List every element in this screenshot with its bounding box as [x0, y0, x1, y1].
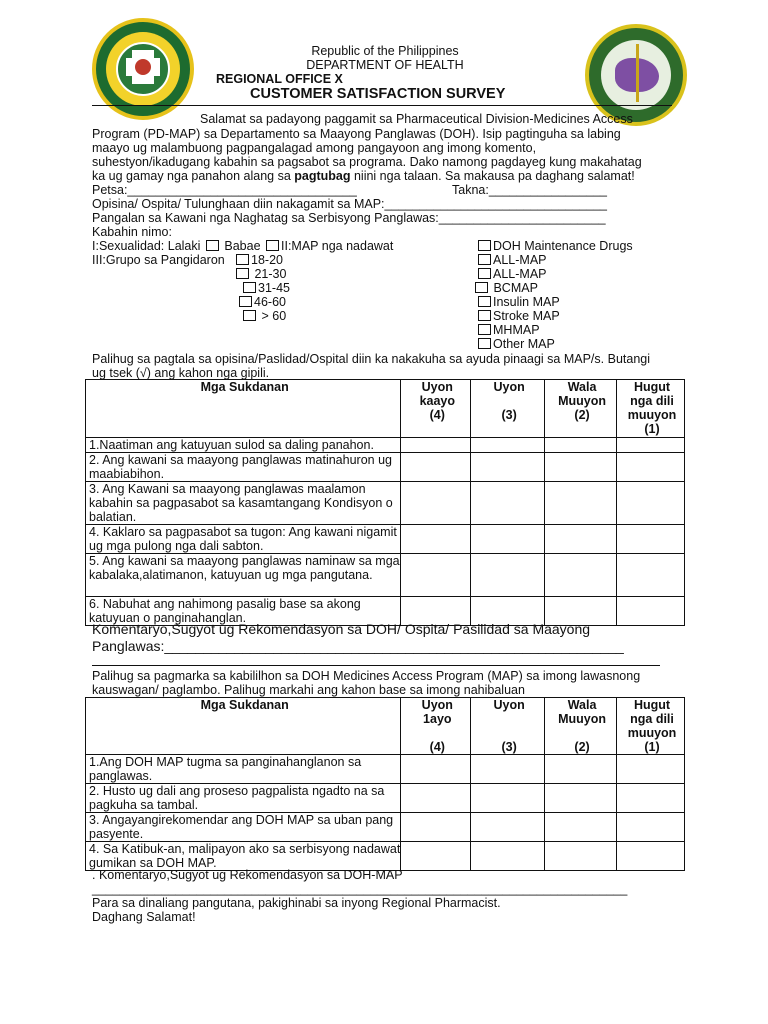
comment1-line1: Komentaryo,Sugyot ug Rekomendasyon sa DOH/ Ospita/ Pasilidad sa Maayong: [92, 621, 591, 637]
rating-cell[interactable]: [617, 453, 685, 482]
age-option[interactable]: 46-60: [237, 295, 286, 309]
instruction2-line1: Palihug sa pagmarka sa kabililhon sa DOH Medicines Access Program (MAP) sa imong lawasnong: [92, 669, 641, 683]
sex-label: I:Sexualidad: Lalaki: [92, 239, 201, 253]
intro-line2: Program (PD-MAP) sa Departamento sa Maayong Panglawas (DOH). Isip pagtinguha sa labing: [92, 127, 621, 141]
rating-cell[interactable]: [471, 525, 545, 554]
doh-region-x-seal-right: [585, 24, 687, 126]
rating-cell[interactable]: [471, 755, 545, 784]
table-row: [86, 813, 685, 842]
rating-cell[interactable]: [545, 813, 617, 842]
rating-cell[interactable]: [545, 453, 617, 482]
age-option[interactable]: 18-20: [234, 253, 283, 267]
rating-cell[interactable]: [545, 554, 617, 597]
contact-note: Para sa dinaliang pangutana, pakighinabi sa inyong Regional Pharmacist.: [92, 896, 501, 910]
age-checkbox[interactable]: [243, 310, 256, 321]
criterion-cell: 1.Naatiman ang katuyuan sulod sa daling panahon.: [86, 438, 401, 453]
pangalan-field[interactable]: Pangalan sa Kawani nga Naghatag sa Serbisyong Panglawas:________________________: [92, 211, 606, 225]
babae-label: Babae: [224, 239, 261, 253]
criterion-cell: 6. Nabuhat ang nahimong pasalig base sa akong katuyuan o panginahanglan.: [86, 597, 401, 626]
map-option[interactable]: MHMAP: [476, 323, 540, 337]
rating-cell[interactable]: [471, 482, 545, 525]
map-checkbox[interactable]: [478, 254, 491, 265]
rating-cell[interactable]: [545, 842, 617, 871]
rating-cell[interactable]: [401, 813, 471, 842]
header-region: REGIONAL OFFICE X: [216, 72, 343, 86]
col-header: Wala Muuyon (2): [545, 698, 617, 755]
rating-cell[interactable]: [471, 784, 545, 813]
comment2-field[interactable]: _____________________________________________________________________________: [92, 882, 628, 896]
grupo-label: III:Grupo sa Pangidaron: [92, 253, 225, 267]
age-checkbox[interactable]: [239, 296, 252, 307]
comment1-rule: [92, 665, 660, 666]
rating-cell[interactable]: [401, 842, 471, 871]
comment1-field[interactable]: Panglawas:___________________________________________________________: [92, 638, 624, 654]
rating-cell[interactable]: [401, 554, 471, 597]
table-row: [86, 438, 685, 453]
instruction1-line2: ug tsek (√) ang kahon nga gipili.: [92, 366, 270, 380]
map-option[interactable]: BCMAP: [473, 281, 538, 295]
intro-line1: Salamat sa padayong paggamit sa Pharmaceutical Division-Medicines Access: [200, 112, 633, 126]
opisina-field[interactable]: Opisina/ Ospita/ Tulunghaan diin nakagamit sa MAP:________________________________: [92, 197, 607, 211]
intro-line5: ka ug gamay nga panahon alang sa pagtubag niini nga talaan. Sa makausa pa daghang salamat!: [92, 169, 635, 183]
table-row: [86, 784, 685, 813]
map-checkbox[interactable]: [478, 268, 491, 279]
map-option[interactable]: DOH Maintenance Drugs: [476, 239, 633, 253]
table-row: [86, 482, 685, 525]
lalaki-checkbox[interactable]: [206, 240, 219, 251]
col-header: Uyon (3): [471, 698, 545, 755]
col-header: Hugut nga dili muuyon (1): [617, 380, 685, 438]
kabahin-label: Kabahin nimo:: [92, 225, 172, 239]
rating-cell[interactable]: [545, 525, 617, 554]
rating-cell[interactable]: [401, 482, 471, 525]
rating-cell[interactable]: [617, 438, 685, 453]
table-row: [86, 453, 685, 482]
col-header: Uyon kaayo (4): [401, 380, 471, 438]
rating-cell[interactable]: [471, 554, 545, 597]
age-checkbox[interactable]: [236, 268, 249, 279]
instruction1-line1: Palihug sa pagtala sa opisina/Paslidad/Ospital diin ka nakakuha sa ayuda pinaagi sa MAP/s. Butangi: [92, 352, 650, 366]
map-checkbox[interactable]: [478, 310, 491, 321]
age-option[interactable]: 31-45: [241, 281, 290, 295]
col-header: Mga Sukdanan: [86, 698, 401, 755]
closing-thanks: Daghang Salamat!: [92, 910, 196, 924]
intro-line4: suhestyon/ikadugang kabahin sa pagsabot sa programa. Dako namong pagdayeg kung makahatag: [92, 155, 642, 169]
criterion-cell: 5. Ang kawani sa maayong panglawas naminaw sa mga kabalaka,alatimanon, katuyuan ug mga pangutana.: [86, 554, 401, 597]
intro-line3: maayo ug malambuong pagpangalagad among pangayoon ang imong komento,: [92, 141, 537, 155]
petsa-field[interactable]: Petsa:_________________________________: [92, 183, 357, 197]
survey-title: CUSTOMER SATISFACTION SURVEY: [250, 86, 506, 102]
criterion-cell: 3. Ang Kawani sa maayong panglawas maalamon kabahin sa pagpasabot sa kasamtangang Kondisyon o balatian.: [86, 482, 401, 525]
age-option[interactable]: > 60: [241, 309, 286, 323]
survey-table-2: [85, 697, 685, 871]
map-checkbox[interactable]: [478, 338, 491, 349]
comment2-label: . Komentaryo,Sugyot ug Rekomendasyon sa DOH-MAP: [92, 868, 403, 882]
col-header: Uyon (3): [471, 380, 545, 438]
header-line2: DEPARTMENT OF HEALTH: [306, 58, 464, 72]
rating-cell[interactable]: [617, 842, 685, 871]
takna-field[interactable]: Takna:_________________: [452, 183, 608, 197]
table-row: [86, 755, 685, 784]
rating-cell[interactable]: [471, 438, 545, 453]
rating-cell[interactable]: [471, 813, 545, 842]
map-checkbox[interactable]: [475, 282, 488, 293]
table-row: [86, 842, 685, 871]
rating-cell[interactable]: [471, 842, 545, 871]
table-header-row: [86, 380, 685, 438]
col-header: Hugut nga dili muuyon (1): [617, 698, 685, 755]
map-option[interactable]: Insulin MAP: [476, 295, 560, 309]
age-checkbox[interactable]: [243, 282, 256, 293]
rating-cell[interactable]: [617, 482, 685, 525]
map-option[interactable]: ALL-MAP: [476, 267, 547, 281]
col-header: Uyon 1ayo (4): [401, 698, 471, 755]
table-header-row: [86, 698, 685, 755]
rating-cell[interactable]: [401, 525, 471, 554]
map-checkbox[interactable]: [478, 296, 491, 307]
map-checkbox[interactable]: [478, 324, 491, 335]
criterion-cell: 2. Ang kawani sa maayong panglawas matinahuron ug maabiabihon.: [86, 453, 401, 482]
criterion-cell: 4. Sa Katibuk-an, malipayon ako sa serbisyong nadawat gumikan sa DOH MAP.: [86, 842, 401, 871]
header-rule: [92, 105, 672, 106]
rating-cell[interactable]: [545, 438, 617, 453]
rating-cell[interactable]: [401, 755, 471, 784]
table-row: [86, 525, 685, 554]
rating-cell[interactable]: [545, 755, 617, 784]
header-line1: Republic of the Philippines: [311, 44, 459, 58]
criterion-cell: 3. Angayangirekomendar ang DOH MAP sa uban pang pasyente.: [86, 813, 401, 842]
rating-cell[interactable]: [545, 482, 617, 525]
rating-cell[interactable]: [401, 453, 471, 482]
col-header: Wala Muuyon (2): [545, 380, 617, 438]
criterion-cell: 2. Husto ug dali ang proseso pagpalista ngadto na sa pagkuha sa tambal.: [86, 784, 401, 813]
babae-checkbox[interactable]: [266, 240, 279, 251]
table-row: [86, 554, 685, 597]
criterion-cell: 1.Ang DOH MAP tugma sa panginahanglanon sa panglawas.: [86, 755, 401, 784]
rating-cell[interactable]: [617, 813, 685, 842]
age-option[interactable]: 21-30: [234, 267, 286, 281]
survey-table-1: [85, 379, 685, 626]
rating-cell[interactable]: [401, 438, 471, 453]
map-option[interactable]: ALL-MAP: [476, 253, 547, 267]
rating-cell[interactable]: [617, 554, 685, 597]
col-header: Mga Sukdanan: [86, 380, 401, 438]
rating-cell[interactable]: [617, 597, 685, 626]
map-option[interactable]: Stroke MAP: [476, 309, 560, 323]
map-option[interactable]: Other MAP: [476, 337, 555, 351]
map-label: II:MAP nga nadawat: [281, 239, 394, 253]
sex-row: [92, 239, 393, 253]
rating-cell[interactable]: [617, 755, 685, 784]
rating-cell[interactable]: [401, 784, 471, 813]
map-checkbox[interactable]: [478, 240, 491, 251]
instruction2-line2: kauswagan/ paglambo. Palihug markahi ang kahon base sa imong nahibaluan: [92, 683, 525, 697]
rating-cell[interactable]: [617, 525, 685, 554]
rating-cell[interactable]: [617, 784, 685, 813]
age-checkbox[interactable]: [236, 254, 249, 265]
criterion-cell: 4. Kaklaro sa pagpasabot sa tugon: Ang kawani nigamit ug mga pulong nga dali sabton.: [86, 525, 401, 554]
rating-cell[interactable]: [471, 453, 545, 482]
rating-cell[interactable]: [545, 784, 617, 813]
